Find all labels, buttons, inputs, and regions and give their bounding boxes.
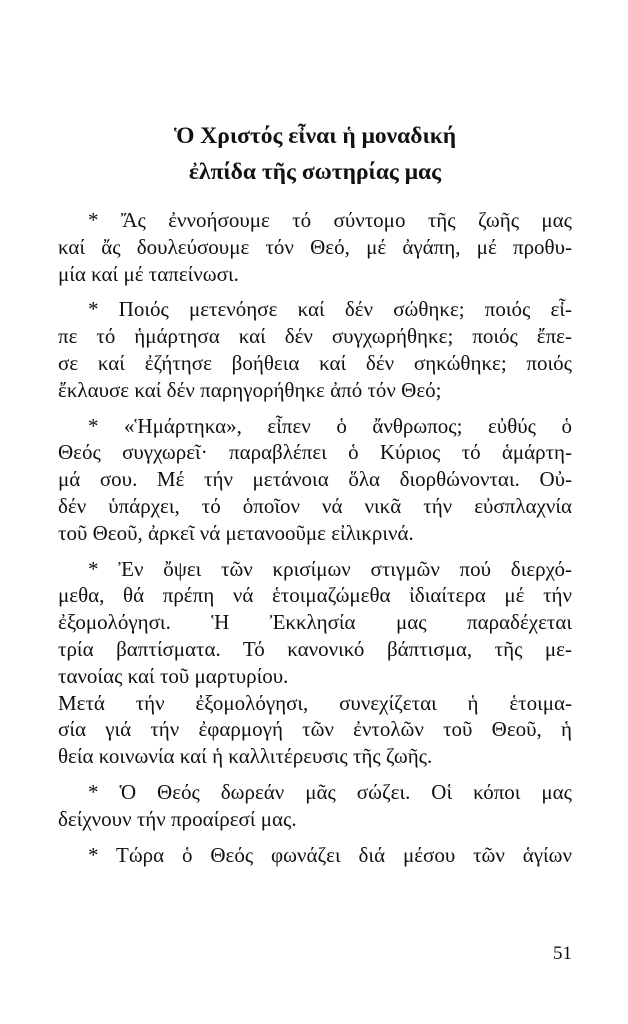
paragraph-3 [58,413,572,547]
paragraph-5 [58,690,572,770]
text-line: * Ποιός μετενόησε καί δέν σώθηκε; ποιός εἶ- [88,297,572,322]
text-line: σία γιά τήν ἐφαρμογή τῶν ἐντολῶν τοῦ Θεοῦ, ἡ [58,717,572,742]
text-line: * Ἄς ἐννοήσουμε τό σύντομο τῆς ζωῆς μας [88,208,572,232]
text-line: * «Ἡμάρτηκα», εἶπεν ὁ ἄνθρωπος; εὐθύς ὁ [88,413,572,438]
chapter-title-line-1: Ὁ Χριστός εἶναι ἡ μοναδική [173,123,457,149]
paragraph-1 [58,207,572,287]
paragraph-7 [58,842,572,869]
text-line: * Ὁ Θεός δωρεάν μᾶς σώζει. Οἱ κόποι μας [88,779,572,804]
text-line: ἔκλαυσε καί δέν παρηγορήθηκε ἀπό τόν Θεό; [58,377,442,402]
text-line: μία καί μέ ταπείνωσι. [58,261,239,286]
body-text [58,207,572,877]
text-line: καί ἄς δουλεύσουμε τόν Θεό, μέ ἀγάπη, μέ προθυ- [58,234,572,259]
text-line: * Τώρα ὁ Θεός φωνάζει διά μέσου τῶν ἁγίων [88,842,572,867]
text-line: μεθα, θά πρέπη νά ἑτοιμαζώμεθα ἰδιαίτερα μέ τήν [58,583,572,608]
text-line: μά σου. Μέ τήν μετάνοια ὅλα διορθώνονται. Οὐ- [58,467,572,492]
chapter-title-line-2: ἐλπίδα τῆς σωτηρίας μας [188,159,442,185]
text-line: δείχνουν τήν προαίρεσί μας. [58,806,297,831]
paragraph-4 [58,556,572,690]
text-line: * Ἐν ὄψει τῶν κρισίμων στιγμῶν πού διερχό- [88,556,572,581]
text-line: Θεός συγχωρεῖ· παραβλέπει ὁ Κύριος τό ἁμάρτη- [58,440,572,465]
text-line: τοῦ Θεοῦ, ἀρκεῖ νά μετανοοῦμε εἰλικρινά. [58,520,414,545]
text-line: σε καί ἐζήτησε βοήθεια καί δέν σηκώθηκε; ποιός [58,350,572,375]
text-line: ἐξομολόγησι. Ἡ Ἐκκλησία μας παραδέχεται [58,610,572,635]
paragraph-6 [58,779,572,833]
text-line: τρία βαπτίσματα. Τό κανονικό βάπτισμα, τῆς με- [58,636,572,661]
text-line: θεία κοινωνία καί ἡ καλλιτέρευσις τῆς ζωῆς. [58,744,433,769]
text-line: τανοίας καί τοῦ μαρτυρίου. [58,663,289,688]
paragraph-2 [58,296,572,403]
page-number: 51 [553,943,572,964]
text-line: Μετά τήν ἐξομολόγησι, συνεχίζεται ἡ ἑτοιμα- [58,690,572,715]
text-line: δέν ὑπάρχει, τό ὁποῖον νά νικᾶ τήν εὐσπλαχνία [58,493,572,518]
text-line: πε τό ἡμάρτησα καί δέν συγχωρήθηκε; ποιός ἔπε- [58,324,572,349]
